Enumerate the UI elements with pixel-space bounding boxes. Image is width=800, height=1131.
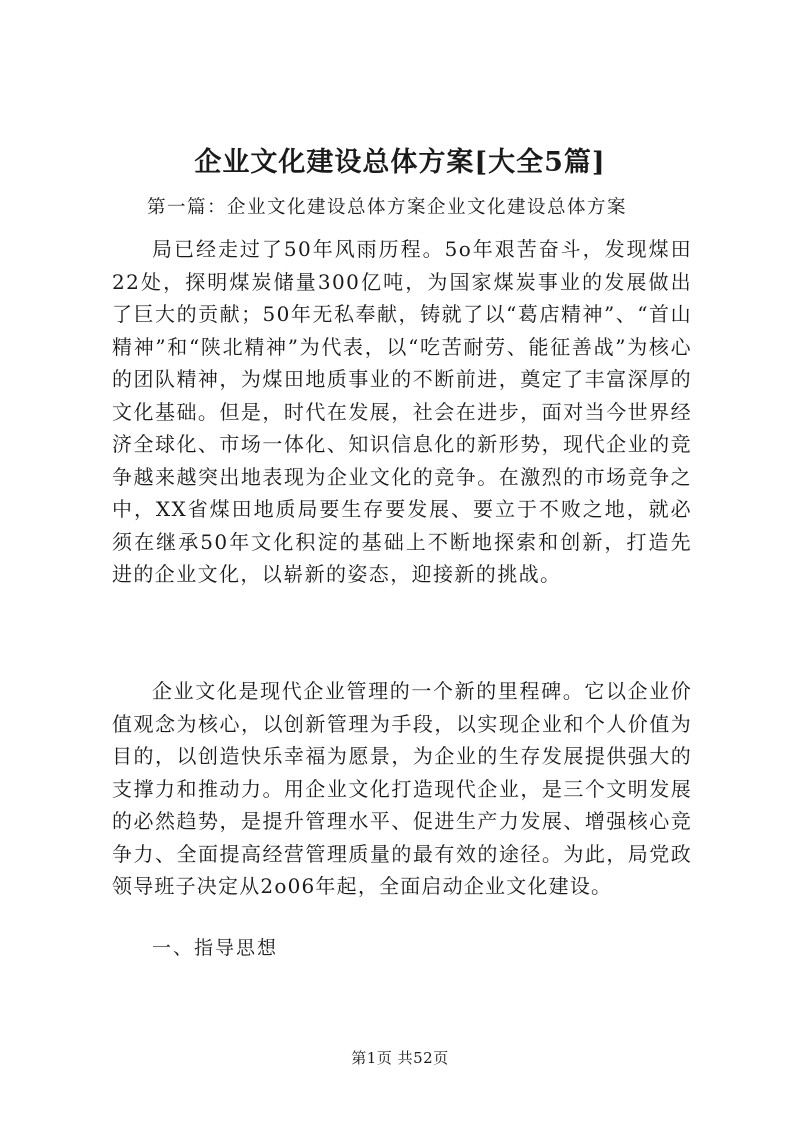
document-subtitle: 第一篇：企业文化建设总体方案企业文化建设总体方案 xyxy=(147,197,628,218)
section-heading: 一、指导思想 xyxy=(152,937,279,959)
paragraph-2: 企业文化是现代企业管理的一个新的里程碑。它以企业价值观念为核心，以创新管理为手段，以实现企业和个人价值为目的，以创造快乐幸福为愿景，为企业的生存发展提供强大的支撑力和推动力。用企业文化打造现代企业，是三个文明发展的必然趋势，是提升管理水平、促进生产力发展、增强核心竞争力、全面提高经营管理质量的最有效的途径。为此，局党政领导班子决定从2o06年起，全面启动企业文化建设。 xyxy=(112,679,692,898)
document-title: 企业文化建设总体方案[大全5篇] xyxy=(194,147,606,178)
page-footer: 第1页 共52页 xyxy=(351,1049,449,1067)
paragraph-1: 局已经走过了50年风雨历程。5o年艰苦奋斗，发现煤田22处，探明煤炭储量300亿吨，为国家煤炭事业的发展做出了巨大的贡献；50年无私奉献，铸就了以“葛店精神”、“首山精神”和“陕北精神”为代表，以“吃苦耐劳、能征善战”为核心的团队精神，为煤田地质事业的不断前进，奠定了丰富深厚的文化基础。但是，时代在发展，社会在进步，面对当今世界经济全球化、市场一体化、知识信息化的新形势，现代企业的竞争越来越突出地表现为企业文化的竞争。在激烈的市场竞争之中，XX省煤田地质局要生存要发展、要立于不败之地，就必须在继承50年文化积淀的基础上不断地探索和创新，打造先进的企业文化，以崭新的姿态，迎接新的挑战。 xyxy=(112,237,692,586)
